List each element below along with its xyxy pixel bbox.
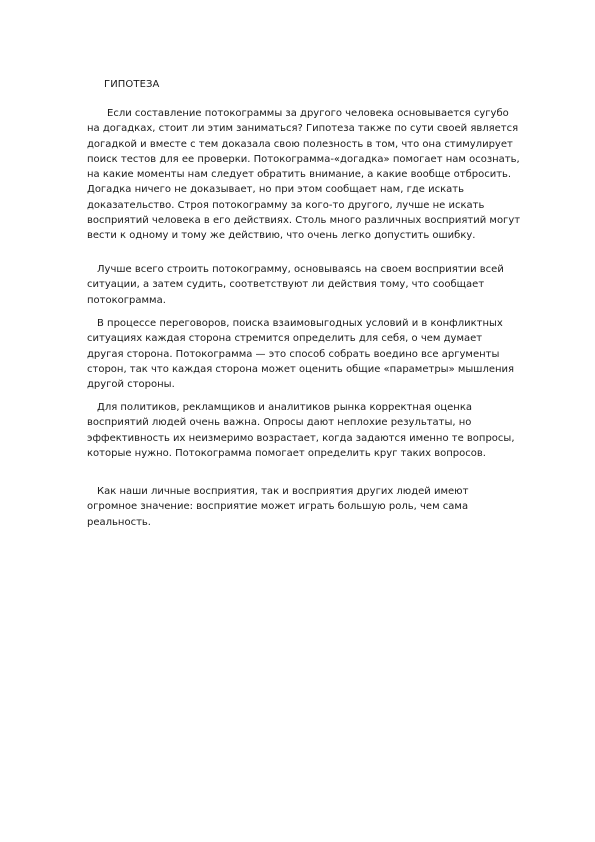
paragraph-5: Как наши личные восприятия, так и восприятия других людей имеют огромное значение: восприятие может играть большую роль, чем сама реальность.: [87, 486, 469, 528]
paragraph-3: В процессе переговоров, поиска взаимовыгодных условий и в конфликтных ситуациях каждая сторона стремится определить для себя, о чем думает другая сторона. Потокограмма — это способ собрать воедино все аргументы сторон, так что каждая сторона может оценить общие «параметры» мышления другой стороны.: [87, 318, 515, 391]
paragraph-1: Если составление потокограммы за другого человека основывается сугубо на догадках, стоит ли этим заниматься? Гипотеза также по сути своей является догадкой и вместе с тем доказала свою полезность в том, что она стимулирует поиск тестов для ее проверки. Потокограмма-«догадка» помогает нам осознать, на какие моменты нам следует обратить внимание, а какие вообще отбросить. Догадка ничего не доказывает, но при этом сообщает нам, где искать доказательство. Строя потокограмму за кого-то другого, лучше не искать восприятий человека в его действиях. Столь много различных восприятий могут вести к одному и тому же действию, что очень легко допустить ошибку.: [87, 108, 521, 242]
paragraph-4: Для политиков, рекламщиков и аналитиков рынка корректная оценка восприятий людей очень важна. Опросы дают неплохие результаты, но эффективность их неизмеримо возрастает, когда задаются именно те вопросы, которые нужно. Потокограмма помогает определить круг таких вопросов.: [87, 402, 515, 459]
document-heading: ГИПОТЕЗА: [104, 79, 160, 90]
paragraph-2: Лучше всего строить потокограмму, основываясь на своем восприятии всей ситуации, а затем судить, соответствуют ли действия тому, что сообщает потокограмма.: [87, 264, 504, 306]
